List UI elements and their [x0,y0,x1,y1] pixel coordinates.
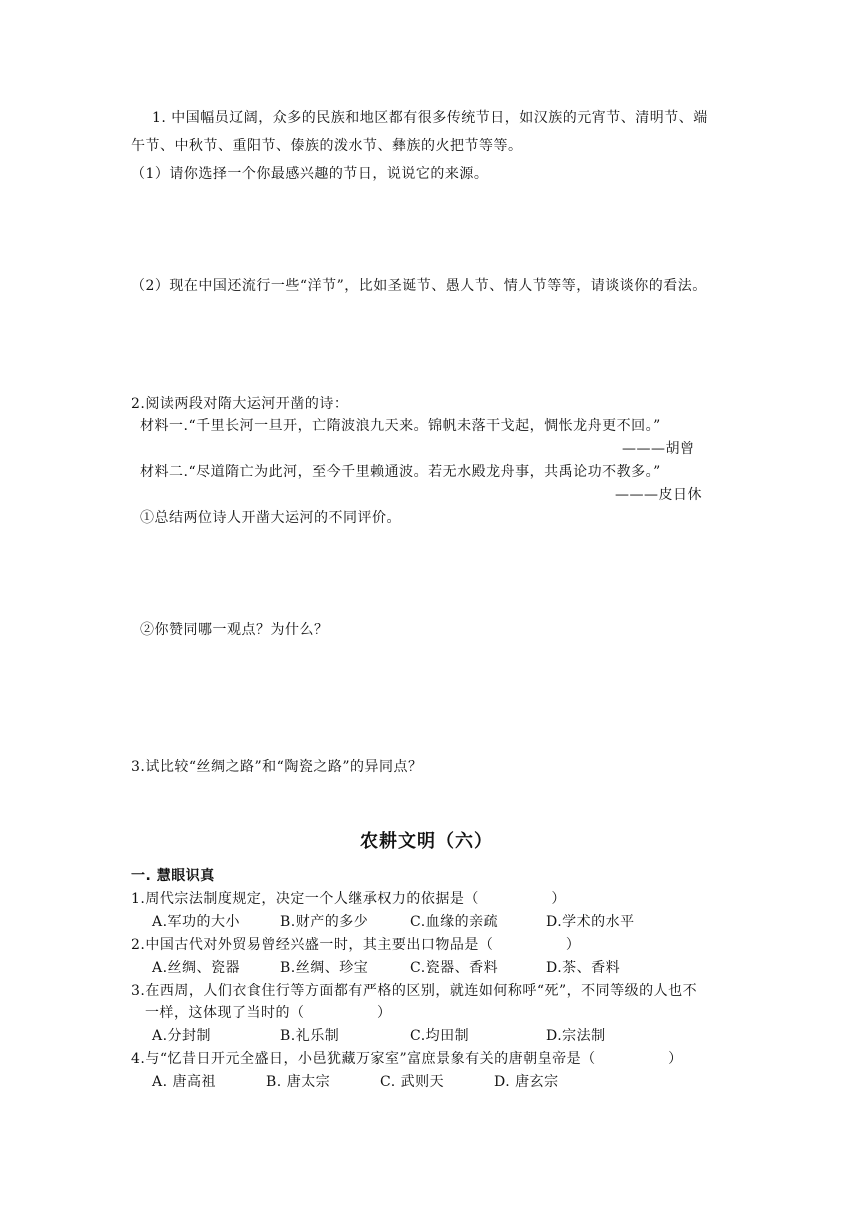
mc1-option-b: B.财产的多少 [280,914,369,930]
mc4-option-c: C. 武则天 [380,1074,445,1090]
mc1-option-d: D.学术的水平 [546,914,635,930]
q2-material-2: 材料二.“尽道隋亡为此河，至今千里赖通波。若无水殿龙舟事，共禹论功不教多。” [140,464,661,480]
q2-intro: 2.阅读两段对隋大运河开凿的诗： [131,396,349,412]
q2-author-2: ———皮日休 [615,487,702,503]
mc4-option-d: D. 唐玄宗 [494,1074,559,1090]
q3: 3.试比较“丝绸之路”和“陶瓷之路”的异同点？ [131,759,423,775]
q2-sub1: ①总结两位诗人开凿大运河的不同评价。 [140,510,401,526]
q1-line1: 1. 中国幅员辽阔，众多的民族和地区都有很多传统节日，如汉族的元宵节、清明节、端 [152,110,708,126]
mc1-stem: 1.周代宗法制度规定，决定一个人继承权力的依据是（ ） [131,891,566,907]
q1-sub1: （1）请你选择一个你最感兴趣的节日，说说它的来源。 [131,166,489,182]
mc4-option-b: B. 唐太宗 [266,1074,331,1090]
mc3-option-c: C.均田制 [410,1028,470,1044]
q1-sub2: （2）现在中国还流行一些“洋节”，比如圣诞节、愚人节、情人节等等，请谈谈你的看法。 [131,278,707,294]
mc4-option-a: A. 唐高祖 [152,1074,217,1090]
mc1-option-a: A.军功的大小 [152,914,241,930]
q2-material-1: 材料一.“千里长河一旦开，亡隋波浪九天来。锦帆未落干戈起，惆怅龙舟更不回。” [140,418,661,434]
q2-author-1: ———胡曾 [622,441,695,457]
mc1-option-c: C.血缘的亲疏 [410,914,499,930]
section-title: 农耕文明（六） [360,831,493,852]
q2-sub2: ②你赞同哪一观点？为什么？ [140,622,329,638]
mc2-option-c: C.瓷器、香料 [410,960,499,976]
mc2-option-d: D.茶、香料 [546,960,621,976]
q1-line2: 午节、中秋节、重阳节、傣族的泼水节、彝族的火把节等等。 [131,138,523,154]
mc2-option-b: B.丝绸、珍宝 [280,960,369,976]
mc3-stem-cont: 一样，这体现了当时的（ ） [145,1005,392,1021]
part-one-heading: 一. 慧眼识真 [131,868,215,884]
mc2-option-a: A.丝绸、瓷器 [152,960,241,976]
mc3-option-d: D.宗法制 [546,1028,606,1044]
mc3-option-a: A.分封制 [152,1028,212,1044]
mc3-stem: 3.在西周，人们衣食住行等方面都有严格的区别，就连如何称呼“死”，不同等级的人也不 [131,983,698,999]
mc4-stem: 4.与“忆昔日开元全盛日，小邑犹藏万家室”富庶景象有关的唐朝皇帝是（ ） [131,1051,683,1067]
mc2-stem: 2.中国古代对外贸易曾经兴盛一时，其主要出口物品是（ ） [131,937,581,953]
mc3-option-b: B.礼乐制 [280,1028,340,1044]
